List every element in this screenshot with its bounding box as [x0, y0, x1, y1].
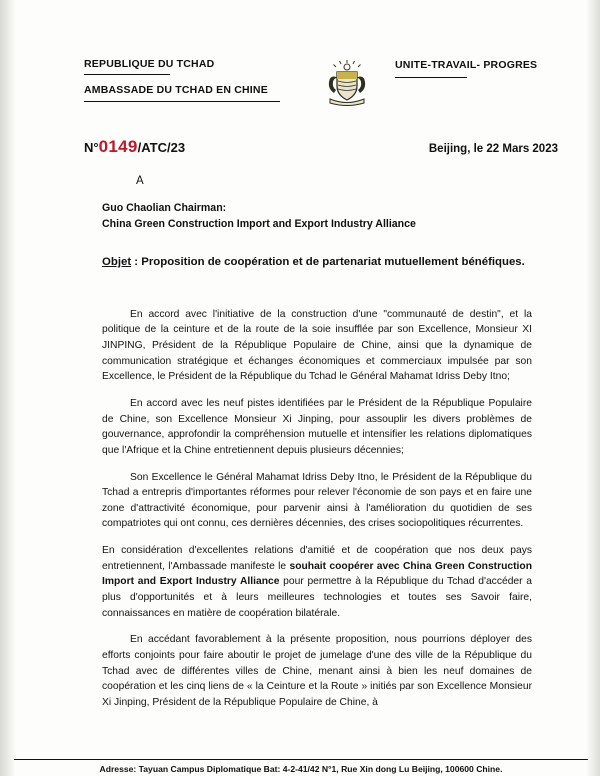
addressee-organization: China Green Construction Import and Export Industry Alliance [102, 217, 416, 230]
embassy-title: AMBASSADE DU TCHAD EN CHINE [84, 84, 268, 97]
addressee-marker: A [136, 175, 144, 188]
letterhead-right [395, 58, 570, 87]
republic-underline [84, 74, 170, 75]
reference-prefix: N° [84, 140, 99, 156]
reference-suffix: /ATC/23 [137, 140, 186, 156]
chad-coat-of-arms-icon [322, 60, 372, 108]
letter-body [14, 271, 588, 711]
reference-number [84, 137, 185, 157]
page-footer-address: Adresse: Tayuan Campus Diplomatique Bat: 4-2-41/42 N°1, Rue Xin dong Lu Beijing, 100600 Chine. [14, 759, 588, 776]
letterhead-left [84, 58, 299, 111]
paragraph-3: Son Excellence le Général Mahamat Idriss Deby Itno, le Président de la République du Tchad a entrepris d'importantes réformes pour relever l'économie de son pays et en faire une zone d'attractivité économique, pour parvenir ainsi à l'amélioration du quotidien de ses compatriotes qui ont connu, ces dernières décennies, des crises sociopolitiques récurrentes. [102, 471, 532, 530]
place-and-date: Beijing, le 22 Mars 2023 [428, 143, 558, 156]
reference-number-value: 0149 [98, 137, 138, 157]
document-sheet [14, 0, 588, 776]
paragraph-4 [102, 543, 532, 621]
addressee-name: Guo Chaolian Chairman: [102, 202, 227, 215]
subject-label: Objet [102, 255, 132, 268]
reference-row [14, 111, 588, 157]
paragraph-1: En accord avec l'initiative de la construction d'une "communauté de destin", et la politique de la ceinture et de la route de la soie insufflée par son Excellence, Monsieur XI JINPING, Président de la République Populaire de Chine, ainsi que la dynamique de communication stratégique et échanges économiques et commerciaux impulsée par son Excellence, le Président de la République du Tchad le Général Mahamat Idriss Deby Itno; [102, 308, 532, 383]
paragraph-2: En accord avec les neuf pistes identifiées par le Président de la République Populaire de Chine, son Excellence Monsieur Xi Jinping, pour assouplir les divers problèmes de gouvernance, approfondir la compréhension mutuelle et intensifier les relations diplomatiques que l'Afrique et la Chine entretiennent depuis plusieurs décennies; [102, 398, 532, 456]
subject-text: : Proposition de coopération et de partenariat mutuellement bénéfiques. [131, 255, 525, 268]
paragraph-4-before: En considération d'excellentes relations d'amitié et de coopération que nos deux pays entretiennent, l'Ambassade manifeste le [102, 545, 532, 572]
motto-underline [395, 77, 467, 78]
motto: UNITE-TRAVAIL- PROGRES [395, 59, 538, 71]
letterhead [14, 0, 588, 111]
embassy-underline [84, 101, 280, 102]
subject-line [14, 232, 588, 271]
paragraph-4-after: pour permettre à la République du Tchad d'accéder a plus d'opportunités et à leurs meilleures technologies et toutes ses Savoir faire, connaissances en matière de coopération bilatérale. [102, 576, 532, 619]
paragraph-5: En accédant favorablement à la présente proposition, nous pourrions déployer des efforts conjoints pour faire aboutir le projet de jumelage d'une des ville de la République du Tchad avec de différentes villes de Chine, menant ainsi à bien les neuf domaines de coopération et les cinq liens de « la Ceinture et la Route » initiés par son Excellence Monsieur Xi Jinping, Président de la République Populaire de Chine, à [102, 634, 532, 708]
paragraph-4-emphasis: souhait coopérer avec China Green Construction Import and Export Industry Alliance [102, 560, 532, 588]
republic-title: REPUBLIQUE DU TCHAD [84, 58, 215, 70]
addressee-block [14, 187, 588, 232]
